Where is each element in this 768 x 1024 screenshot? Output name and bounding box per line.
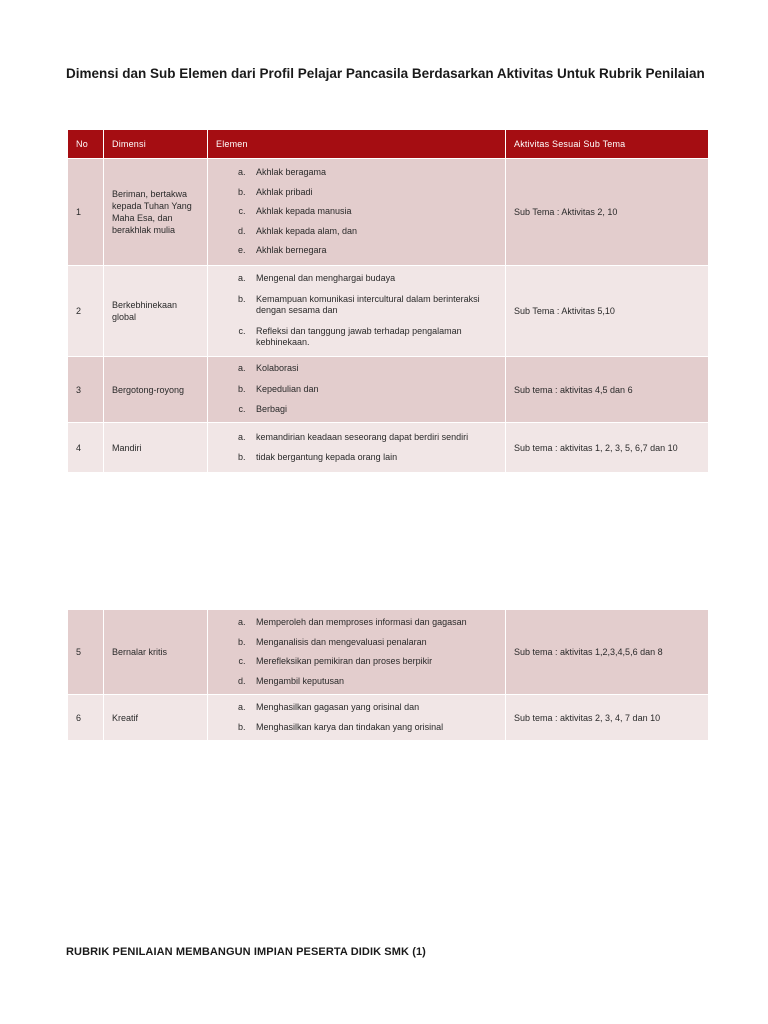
list-item: c. Merefleksikan pemikiran dan proses berpikir (248, 656, 497, 668)
list-item: b. Kemampuan komunikasi intercultural dalam berinteraksi dengan sesama dan (248, 294, 497, 317)
list-item: a. Kolaborasi (248, 363, 497, 375)
dimension-table (67, 129, 709, 473)
list-item: a. Mengenal dan menghargai budaya (248, 273, 497, 285)
list-item: b. tidak bergantung kepada orang lain (248, 452, 497, 464)
row-aktivitas: Sub tema : aktivitas 4,5 dan 6 (506, 357, 709, 423)
row-no: 4 (68, 423, 104, 473)
row-dimensi: Bernalar kritis (104, 610, 208, 695)
row-elemen (208, 423, 506, 473)
table-row (68, 159, 709, 266)
header-elemen: Elemen (208, 130, 506, 159)
list-item: a. Memperoleh dan memproses informasi dan gagasan (248, 617, 497, 629)
list-item: b. Menganalisis dan mengevaluasi penalaran (248, 637, 497, 649)
row-elemen (208, 610, 506, 695)
list-item: b. Akhlak pribadi (248, 187, 497, 199)
row-no: 1 (68, 159, 104, 266)
row-no: 5 (68, 610, 104, 695)
row-aktivitas: Sub Tema : Aktivitas 2, 10 (506, 159, 709, 266)
row-elemen (208, 159, 506, 266)
list-item: a. kemandirian keadaan seseorang dapat berdiri sendiri (248, 432, 497, 444)
list-item: b. Menghasilkan karya dan tindakan yang orisinal (248, 722, 497, 734)
table-row (68, 357, 709, 423)
elemen-list (216, 617, 497, 687)
elemen-list (216, 167, 497, 257)
row-aktivitas: Sub tema : aktivitas 1,2,3,4,5,6 dan 8 (506, 610, 709, 695)
list-item: d. Mengambil keputusan (248, 676, 497, 688)
dimension-table-continued (67, 609, 709, 741)
header-aktivitas: Aktivitas Sesuai Sub Tema (506, 130, 709, 159)
table-row (68, 266, 709, 357)
row-no: 2 (68, 266, 104, 357)
row-aktivitas: Sub Tema : Aktivitas 5,10 (506, 266, 709, 357)
list-item: d. Akhlak kepada alam, dan (248, 226, 497, 238)
table-header-row (68, 130, 709, 159)
elemen-list (216, 273, 497, 349)
list-item: c. Refleksi dan tanggung jawab terhadap pengalaman kebhinekaan. (248, 326, 497, 349)
header-dimensi: Dimensi (104, 130, 208, 159)
row-elemen (208, 357, 506, 423)
elemen-list (216, 702, 497, 734)
row-aktivitas: Sub tema : aktivitas 2, 3, 4, 7 dan 10 (506, 695, 709, 741)
elemen-list (216, 432, 497, 464)
table-row (68, 423, 709, 473)
row-no: 3 (68, 357, 104, 423)
list-item: b. Kepedulian dan (248, 384, 497, 396)
list-item: e. Akhlak bernegara (248, 245, 497, 257)
row-elemen (208, 695, 506, 741)
table-row (68, 695, 709, 741)
row-dimensi: Kreatif (104, 695, 208, 741)
row-no: 6 (68, 695, 104, 741)
row-aktivitas: Sub tema : aktivitas 1, 2, 3, 5, 6,7 dan 10 (506, 423, 709, 473)
table-row (68, 610, 709, 695)
list-item: c. Berbagi (248, 404, 497, 416)
section-title: RUBRIK PENILAIAN MEMBANGUN IMPIAN PESERTA DIDIK SMK (1) (66, 946, 426, 958)
header-no: No (68, 130, 104, 159)
row-elemen (208, 266, 506, 357)
list-item: c. Akhlak kepada manusia (248, 206, 497, 218)
row-dimensi: Mandiri (104, 423, 208, 473)
row-dimensi: Bergotong-royong (104, 357, 208, 423)
row-dimensi: Berkebhinekaan global (104, 266, 208, 357)
list-item: a. Menghasilkan gagasan yang orisinal dan (248, 702, 497, 714)
row-dimensi: Beriman, bertakwa kepada Tuhan Yang Maha Esa, dan berakhlak mulia (104, 159, 208, 266)
elemen-list (216, 363, 497, 416)
document-title: Dimensi dan Sub Elemen dari Profil Pelajar Pancasila Berdasarkan Aktivitas Untuk Rubrik Penilaian (66, 66, 705, 81)
list-item: a. Akhlak beragama (248, 167, 497, 179)
